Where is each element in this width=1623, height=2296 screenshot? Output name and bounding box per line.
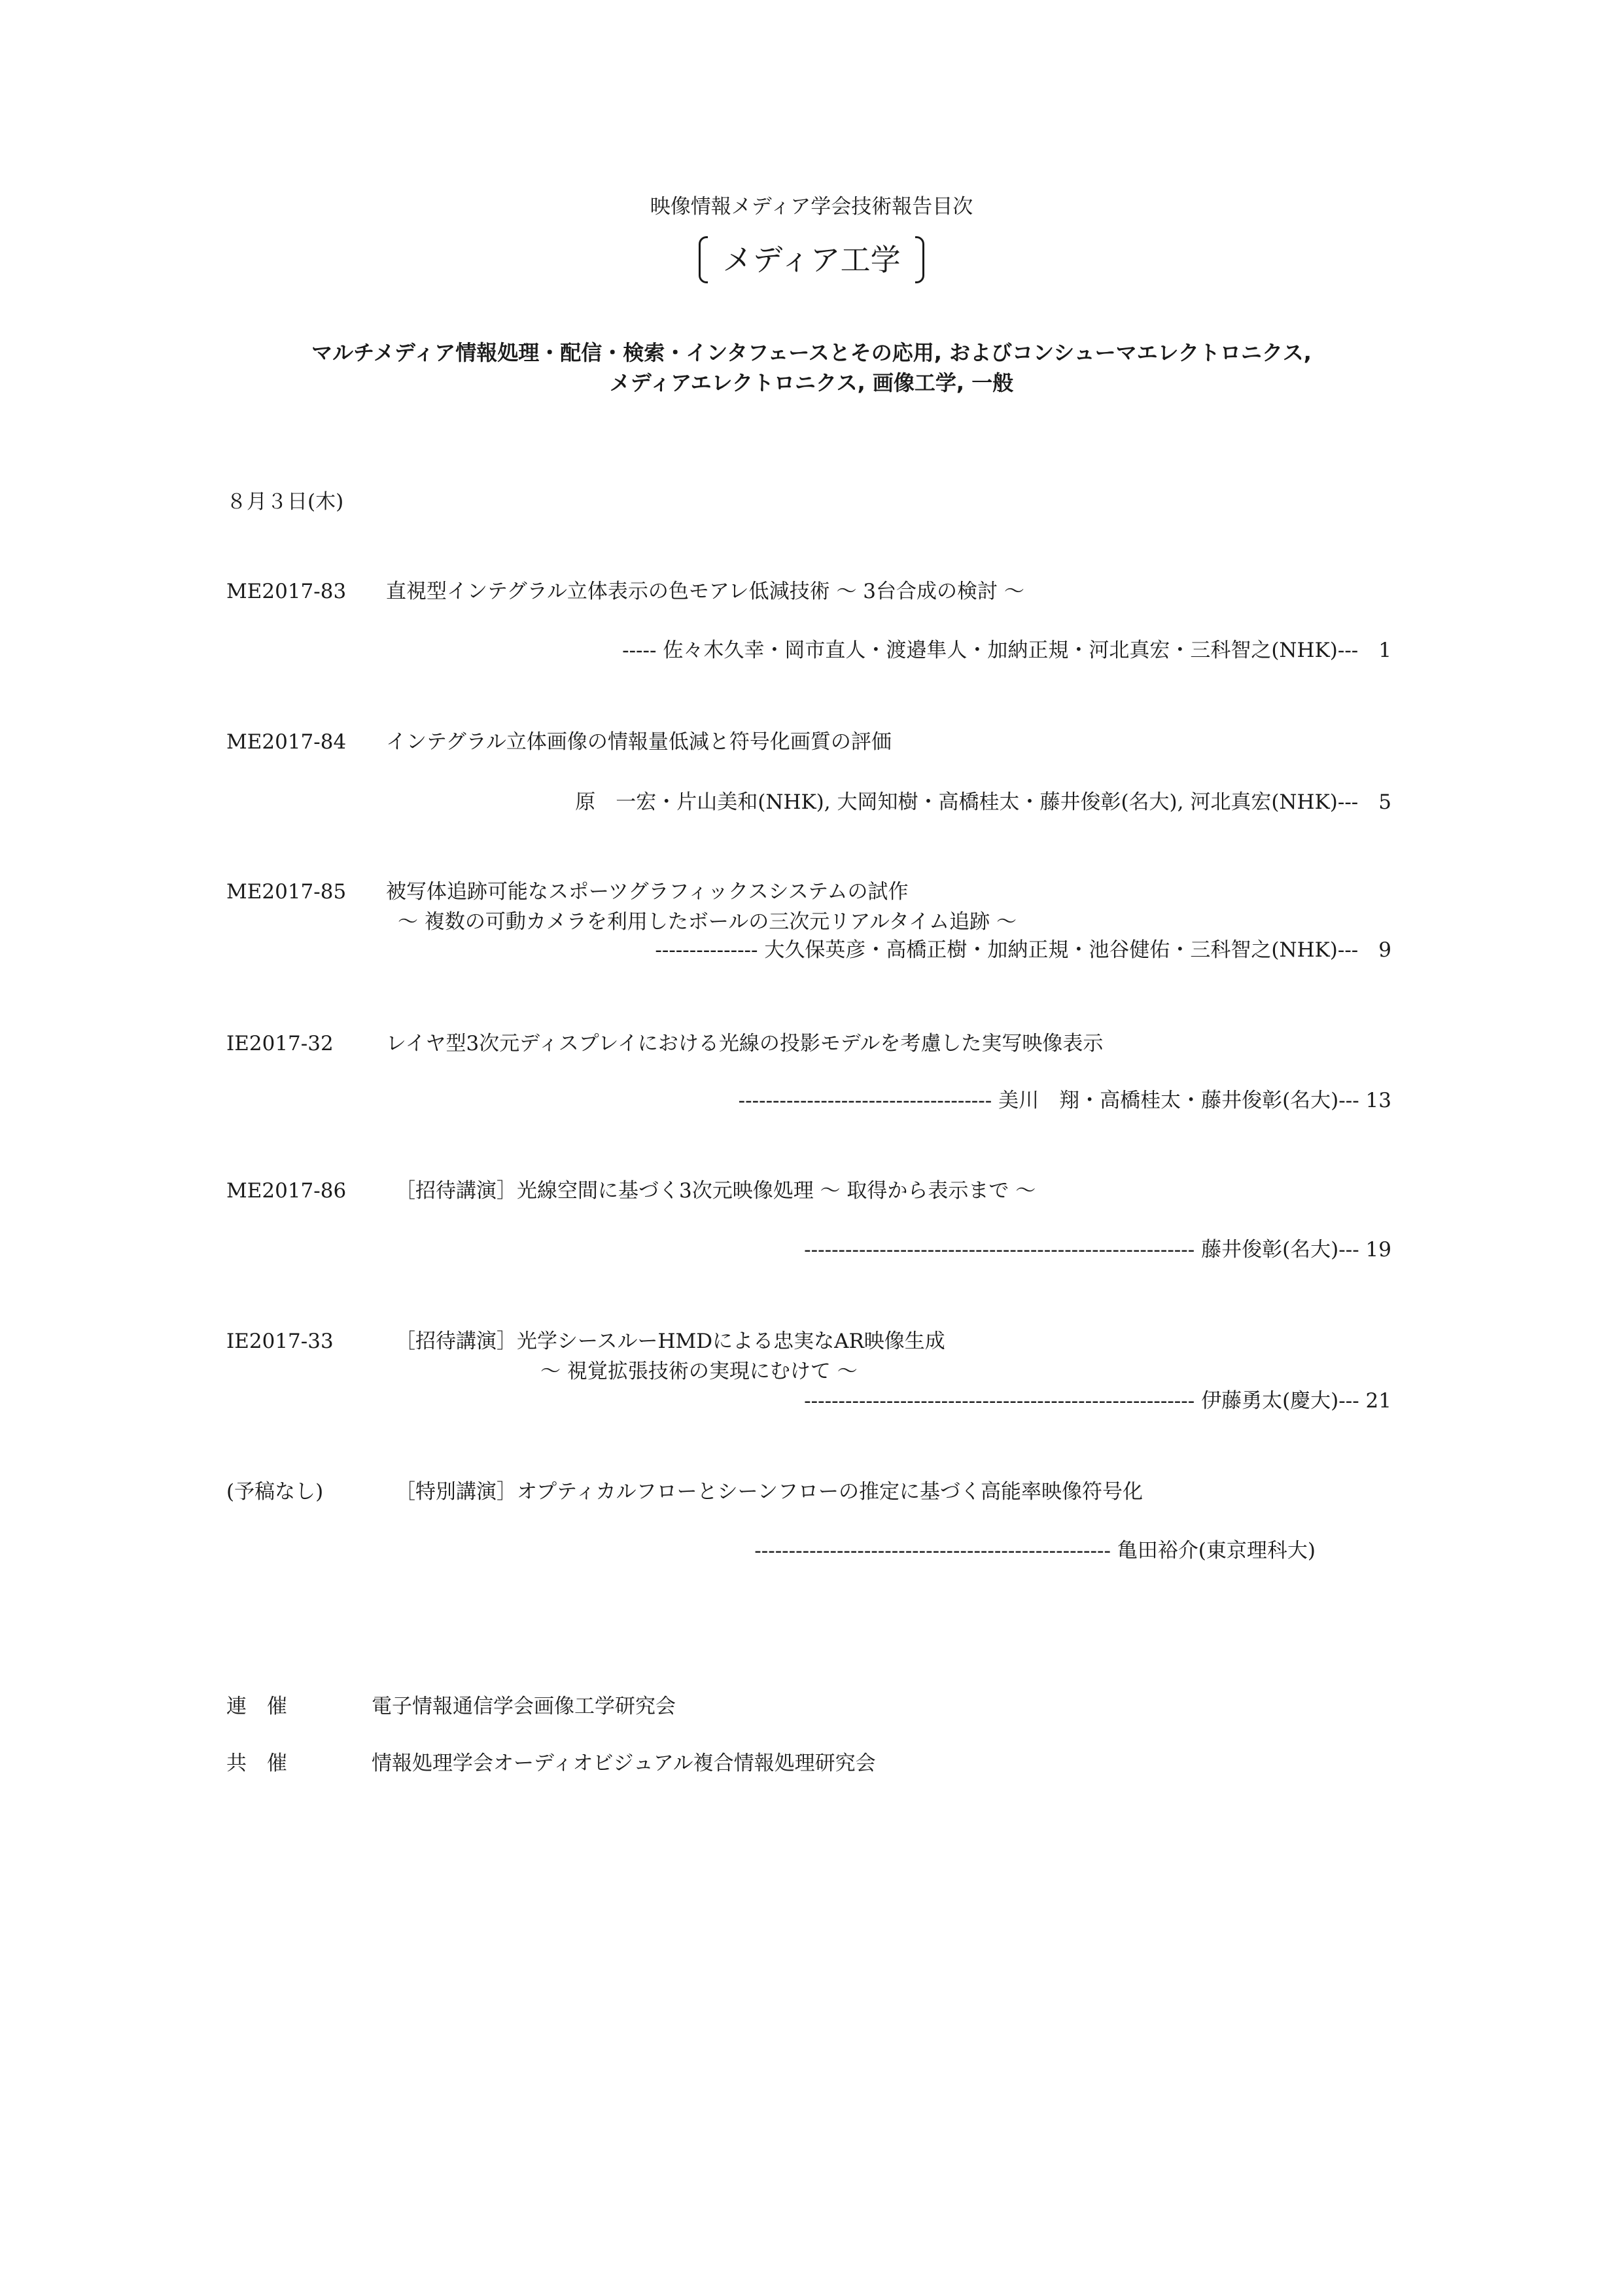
entry-authors: 原 一宏・片山美和(NHK), 大岡知樹・高橋桂太・藤井俊彰(名大), 河北真宏(NHK)--- 5	[575, 790, 1391, 814]
entry-authors: ---------------------------------------------------- 亀田裕介(東京理科大)	[754, 1539, 1316, 1563]
entry-title: ［招待講演］光線空間に基づく3次元映像処理 ～ 取得から表示まで ～	[395, 1179, 1036, 1203]
subtitle-line-1: マルチメディア情報処理・配信・検索・インタフェースとその応用, およびコンシューマエレクトロニクス,	[311, 340, 1312, 365]
cosponsor: 電子情報通信学会画像工学研究会	[372, 1695, 676, 1718]
entry-code: ME2017-84	[226, 730, 347, 754]
entry-title: 直視型インテグラル立体表示の色モアレ低減技術 ～ 3台合成の検討 ～	[386, 580, 1024, 603]
section-title-text: メディア工学	[722, 242, 901, 277]
coorganizer-label: 共 催	[226, 1752, 287, 1775]
right-bracket	[915, 236, 924, 283]
entry-authors: --------------- 大久保英彦・高橋正樹・加納正規・池谷健佑・三科智之(NHK)--- 9	[655, 938, 1391, 962]
entry-subtitle: ～ 視覚拡張技術の実現にむけて ～	[540, 1360, 858, 1383]
entry-authors: ----- 佐々木久幸・岡市直人・渡邉隼人・加納正規・河北真宏・三科智之(NHK)--- 1	[622, 639, 1391, 662]
subtitle-line-2: メディアエレクトロニクス, 画像工学, 一般	[609, 370, 1014, 395]
entry-title: インテグラル立体画像の情報量低減と符号化画質の評価	[386, 730, 892, 754]
cosponsor-label: 連 催	[226, 1695, 287, 1718]
entry-subtitle: ～ 複数の可動カメラを利用したボールの三次元リアルタイム追跡 ～	[398, 910, 1017, 934]
entry-code: ME2017-83	[226, 580, 347, 603]
entry-code: ME2017-85	[226, 880, 347, 904]
entry-title: 被写体追跡可能なスポーツグラフィックスシステムの試作	[386, 880, 909, 904]
left-bracket	[699, 236, 708, 283]
coorganizer: 情報処理学会オーディオビジュアル複合情報処理研究会	[372, 1752, 876, 1775]
entry-code: ME2017-86	[226, 1179, 347, 1203]
entry-title: ［特別講演］オプティカルフローとシーンフローの推定に基づく高能率映像符号化	[395, 1480, 1143, 1504]
entry-authors: --------------------------------------------------------- 伊藤勇太(慶大)--- 21	[804, 1389, 1391, 1413]
entry-code: IE2017-33	[226, 1330, 334, 1353]
report-label: 映像情報メディア学会技術報告目次	[650, 195, 973, 219]
section-title	[0, 234, 1623, 283]
entry-title: レイヤ型3次元ディスプレイにおける光線の投影モデルを考慮した実写映像表示	[386, 1032, 1104, 1055]
entry-code: IE2017-32	[226, 1032, 334, 1055]
entry-authors: --------------------------------------------------------- 藤井俊彰(名大)--- 19	[804, 1238, 1391, 1262]
session-date: ８月３日(木)	[226, 490, 344, 514]
entry-title: ［招待講演］光学シースルーHMDによる忠実なAR映像生成	[395, 1330, 945, 1353]
entry-authors: ------------------------------------- 美川 翔・高橋桂太・藤井俊彰(名大)--- 13	[738, 1089, 1391, 1112]
entry-code: (予稿なし)	[226, 1480, 324, 1504]
